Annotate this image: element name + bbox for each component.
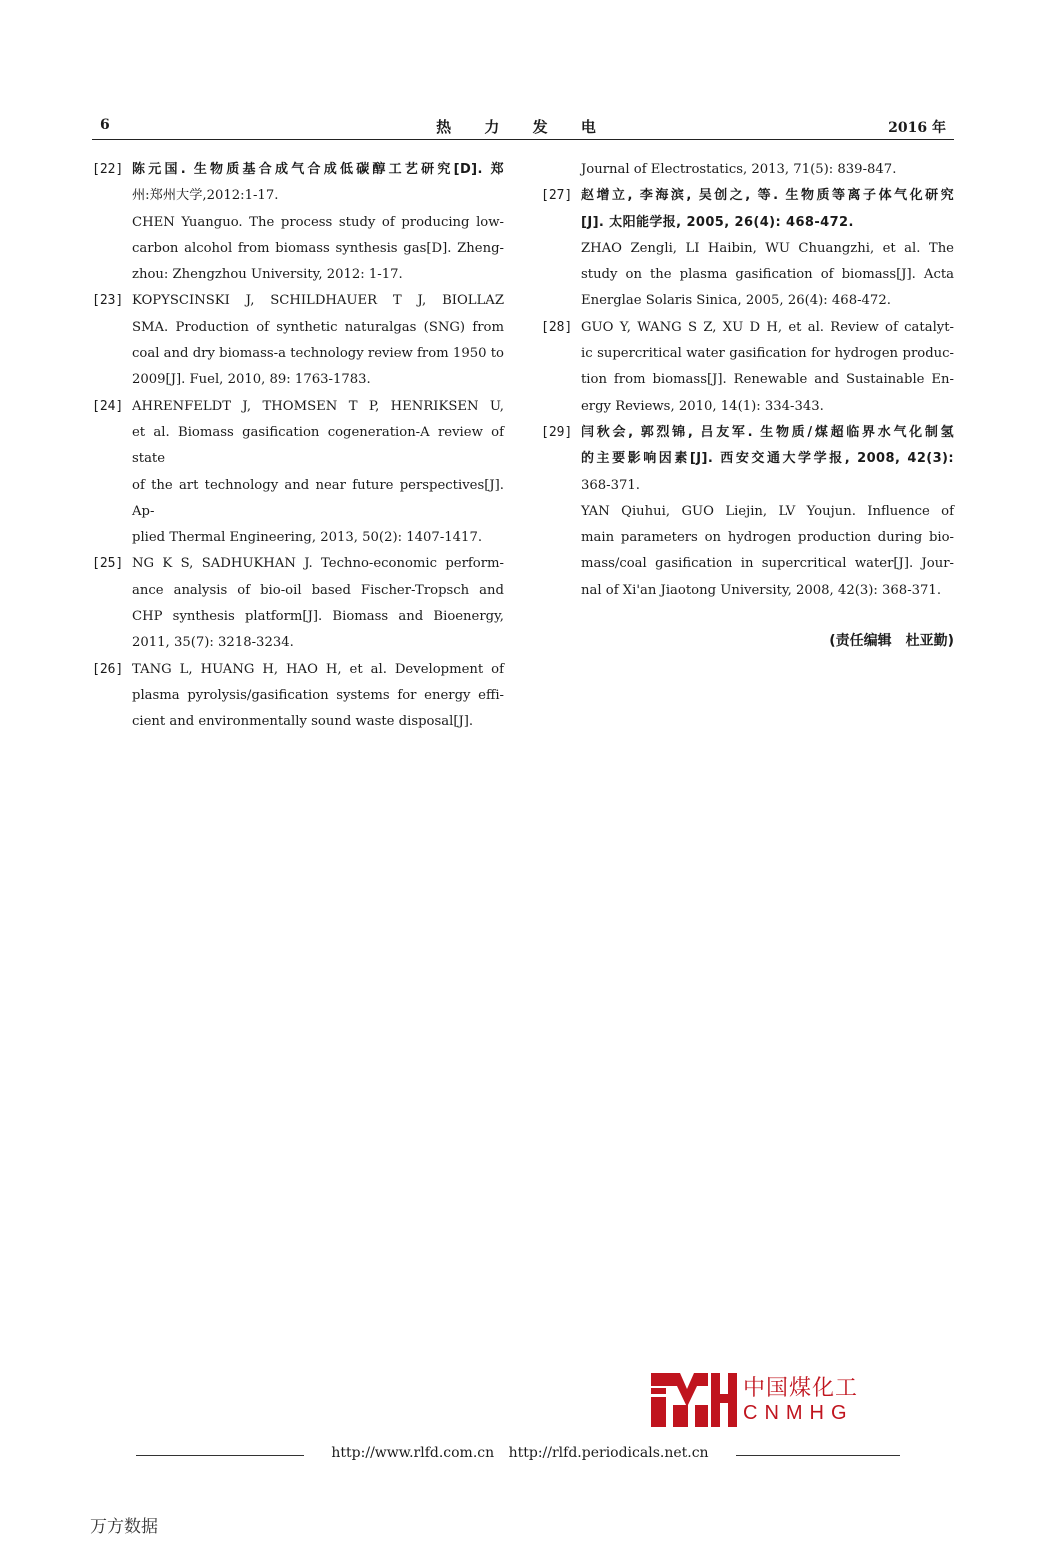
reference-number: [25] [92,556,124,572]
reference-line: nal of Xi'an Jiaotong University, 2008, 42(3): 368-371. [581,582,942,598]
footer-divider-left [136,1455,304,1456]
reference-line: tion from biomass[J]. Renewable and Sustainable En- [581,372,954,388]
reference-line: mass/coal gasification in supercritical water[J]. Jour- [581,556,954,572]
page-number: 6 [100,117,110,133]
reference-line: 368-371. [581,477,640,493]
page-footer [136,1444,900,1466]
editor-name: 杜亚勤) [905,633,954,649]
footer-divider-right [736,1455,900,1456]
reference-line: 2011, 35(7): 3218-3234. [132,635,294,651]
reference-line: YAN Qiuhui, GUO Liejin, LV Youjun. Influence of [581,503,954,519]
editor-label: (责任编辑 [829,633,892,649]
logo-english-text: CNMHG [743,1402,854,1424]
mh-logo-icon [651,1367,741,1427]
reference-line: cient and environmentally sound waste disposal[J]. [132,714,474,730]
reference-number: [27] [541,188,573,204]
reference-entry [541,420,954,604]
reference-entry [92,394,504,552]
reference-line: CHP synthesis platform[J]. Biomass and Bioenergy, [132,609,504,625]
publication-year: 2016 年 [888,120,946,136]
reference-number: [22] [92,162,124,177]
reference-entry [92,288,504,393]
reference-line: ZHAO Zengli, LI Haibin, WU Chuangzhi, et al. The [581,240,954,256]
reference-line: GUO Y, WANG S Z, XU D H, et al. Review of catalyt- [581,319,954,335]
reference-entry [92,157,504,288]
reference-line: ic supercritical water gasification for hydrogen produc- [581,346,954,362]
reference-line: 2009[J]. Fuel, 2010, 89: 1763-1783. [132,372,371,388]
reference-line: main parameters on hydrogen production during bio- [581,530,954,546]
reference-entry [541,183,954,314]
reference-line: plied Thermal Engineering, 2013, 50(2): 1407-1417. [132,530,483,546]
reference-line: [J]. 太阳能学报, 2005, 26(4): 468-472. [581,214,854,230]
reference-line: ergy Reviews, 2010, 14(1): 334-343. [581,398,824,414]
reference-line: of the art technology and near future perspectives[J]. Ap- [132,477,504,519]
reference-number: [24] [92,398,124,414]
cnmhg-logo [651,1367,871,1429]
reference-entry [541,315,954,420]
reference-entry [92,551,504,656]
reference-line: zhou: Zhengzhou University, 2012: 1-17. [132,267,403,283]
reference-line: 陈元国. 生物质基合成气合成低碳醇工艺研究[D]. 郑 [132,162,504,177]
reference-number: [29] [541,424,573,440]
reference-line: TANG L, HUANG H, HAO H, et al. Development of [132,661,504,677]
footer-url-2[interactable]: http://rlfd.periodicals.net.cn [508,1445,709,1461]
references-right-column [541,157,954,604]
reference-number: [28] [541,319,573,335]
reference-line: study on the plasma gasification of biomass[J]. Acta [581,267,954,283]
reference-line: Energlae Solaris Sinica, 2005, 26(4): 468-472. [581,293,891,309]
page-header [92,115,954,140]
reference-line: KOPYSCINSKI J, SCHILDHAUER T J, BIOLLAZ [132,293,504,309]
reference-line: ance analysis of bio-oil based Fischer-Tropsch and [132,582,504,598]
reference-number: [23] [92,293,124,309]
footer-url-1[interactable]: http://www.rlfd.com.cn [331,1445,495,1461]
reference-line: AHRENFELDT J, THOMSEN T P, HENRIKSEN U, [132,398,504,414]
reference-line: coal and dry biomass-a technology review from 1950 to [132,346,504,362]
watermark: 万方数据 [90,1517,158,1537]
reference-line: 闫秋会, 郭烈锦, 吕友军. 生物质/煤超临界水气化制氢 [581,424,954,440]
reference-line: SMA. Production of synthetic naturalgas (SNG) from [132,319,504,335]
reference-line: 赵增立, 李海滨, 吴创之, 等. 生物质等离子体气化研究 [581,188,954,204]
reference-line: CHEN Yuanguo. The process study of producing low- [132,214,504,230]
reference-line: plasma pyrolysis/gasification systems for energy effi- [132,687,504,703]
reference-continuation: Journal of Electrostatics, 2013, 71(5): 839-847. [581,162,897,177]
reference-line: carbon alcohol from biomass synthesis gas[D]. Zheng- [132,240,504,256]
reference-entry [92,657,504,736]
reference-line: 的主要影响因素[J]. 西安交通大学学报, 2008, 42(3): [581,451,954,467]
reference-line: et al. Biomass gasification cogeneration-A review of state [132,424,504,467]
logo-chinese-text: 中国煤化工 [743,1376,859,1401]
journal-title: 热 力 发 电 [436,118,610,136]
reference-line: NG K S, SADHUKHAN J. Techno-economic perform- [132,556,504,572]
reference-line: 州:郑州大学,2012:1-17. [132,188,279,204]
footer-urls [306,1445,734,1461]
references-left-column [92,157,504,736]
responsible-editor [760,630,954,650]
reference-number: [26] [92,661,124,677]
